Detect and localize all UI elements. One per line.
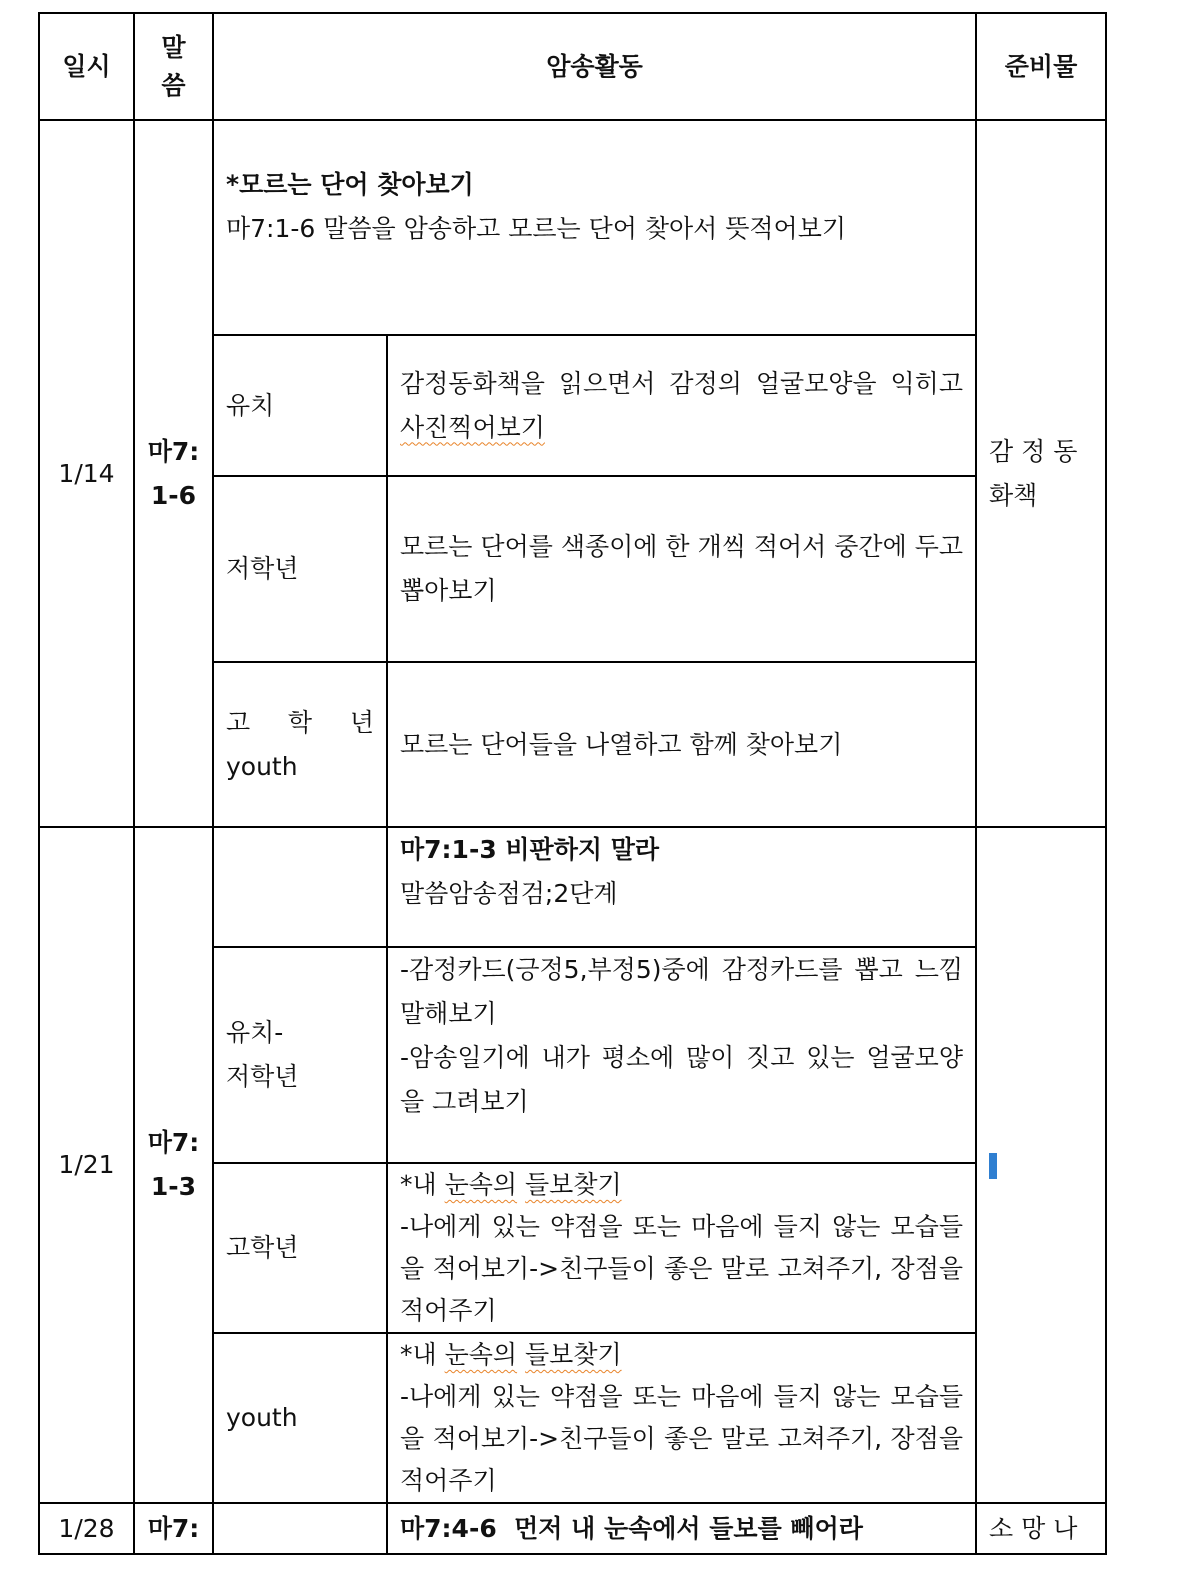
week2-main-desc: 말씀암송점검;2단계 xyxy=(400,879,618,908)
heading-part: *내 xyxy=(400,1340,445,1369)
week3-blank-cell xyxy=(213,1503,387,1554)
text-cursor[interactable] xyxy=(989,1153,997,1179)
week1-group-text xyxy=(387,335,976,476)
header-materials: 준비물 xyxy=(976,13,1106,120)
week2-group-label: youth xyxy=(213,1333,387,1503)
week1-main-desc: 마7:1-6 말씀을 암송하고 모르는 단어 찾아서 뜻적어보기 xyxy=(226,214,846,243)
week2-verse: 마7: 1-3 xyxy=(134,827,213,1503)
week2-group-line: -나에게 있는 약점을 또는 마음에 들지 않는 모습들을 적어보기->친구들이 좋은 말로 고쳐주기, 장점을 적어주기 xyxy=(400,1212,963,1325)
week2-group-text xyxy=(387,1163,976,1333)
week1-main-title: *모르는 단어 찾아보기 xyxy=(226,170,474,199)
week1-group-text-underlined: 사진찍어보기 xyxy=(400,412,545,442)
header-activity: 암송활동 xyxy=(213,13,976,120)
week3-materials: 소 망 나 xyxy=(976,1503,1106,1554)
week3-date: 1/28 xyxy=(39,1503,134,1554)
week1-group-label: 유치 xyxy=(213,335,387,476)
week3-verse: 마7: xyxy=(134,1503,213,1554)
memorization-schedule-table xyxy=(38,12,1107,1555)
header-verse: 말 씀 xyxy=(134,13,213,120)
week1-group-text-part: 감정동화책을 읽으면서 감정의 얼굴모양을 익히고 xyxy=(400,368,963,398)
week1-group-label xyxy=(213,662,387,827)
week1-group-text: 모르는 단어를 색종이에 한 개씩 적어서 중간에 두고 뽑아보기 xyxy=(387,476,976,662)
week2-date: 1/21 xyxy=(39,827,134,1503)
lesson-plan-document xyxy=(38,12,1107,1555)
week2-group-label: 고학년 xyxy=(213,1163,387,1333)
heading-part xyxy=(517,1340,525,1369)
heading-underlined: 들보찾기 xyxy=(525,1340,622,1369)
week1-materials: 감 정 동 화책 xyxy=(976,120,1106,827)
week2-group-line: -감정카드(긍정5,부정5)중에 감정카드를 뽑고 느낌말해보기 xyxy=(400,955,963,1028)
week2-group-text xyxy=(387,1333,976,1503)
week1-date: 1/14 xyxy=(39,120,134,827)
week2-materials xyxy=(976,827,1106,1503)
heading-underlined: 눈속의 xyxy=(444,1170,518,1199)
week1-main-activity xyxy=(213,120,976,335)
week1-verse: 마7: 1-6 xyxy=(134,120,213,827)
week2-group-line: -나에게 있는 약점을 또는 마음에 들지 않는 모습들을 적어보기->친구들이 좋은 말로 고쳐주기, 장점을 적어주기 xyxy=(400,1382,963,1495)
week2-main-activity xyxy=(387,827,976,947)
week1-main-row xyxy=(39,120,1106,335)
week2-group-label: 유치- 저학년 xyxy=(213,947,387,1163)
week2-group-text xyxy=(387,947,976,1163)
week2-group-line: -암송일기에 내가 평소에 많이 짓고 있는 얼굴모양을 그려보기 xyxy=(400,1043,963,1116)
week2-group-heading xyxy=(400,1334,963,1376)
week2-blank-cell xyxy=(213,827,387,947)
week3-main-title: 마7:4-6 먼저 내 눈속에서 들보를 빼어라 xyxy=(387,1503,976,1554)
heading-part xyxy=(517,1170,525,1199)
heading-part: *내 xyxy=(400,1170,445,1199)
week2-main-title: 마7:1-3 비판하지 말라 xyxy=(400,835,660,864)
week1-group-label: 저학년 xyxy=(213,476,387,662)
week1-group-label-line: youth xyxy=(226,751,298,781)
header-row xyxy=(39,13,1106,120)
week1-group-label-line: 고 학 년 xyxy=(226,707,374,737)
heading-underlined: 눈속의 xyxy=(444,1340,518,1369)
heading-underlined: 들보찾기 xyxy=(525,1170,622,1199)
week3-row xyxy=(39,1503,1106,1554)
header-date: 일시 xyxy=(39,13,134,120)
week1-group-text: 모르는 단어들을 나열하고 함께 찾아보기 xyxy=(387,662,976,827)
week2-main-row xyxy=(39,827,1106,947)
week2-group-heading xyxy=(400,1164,963,1206)
